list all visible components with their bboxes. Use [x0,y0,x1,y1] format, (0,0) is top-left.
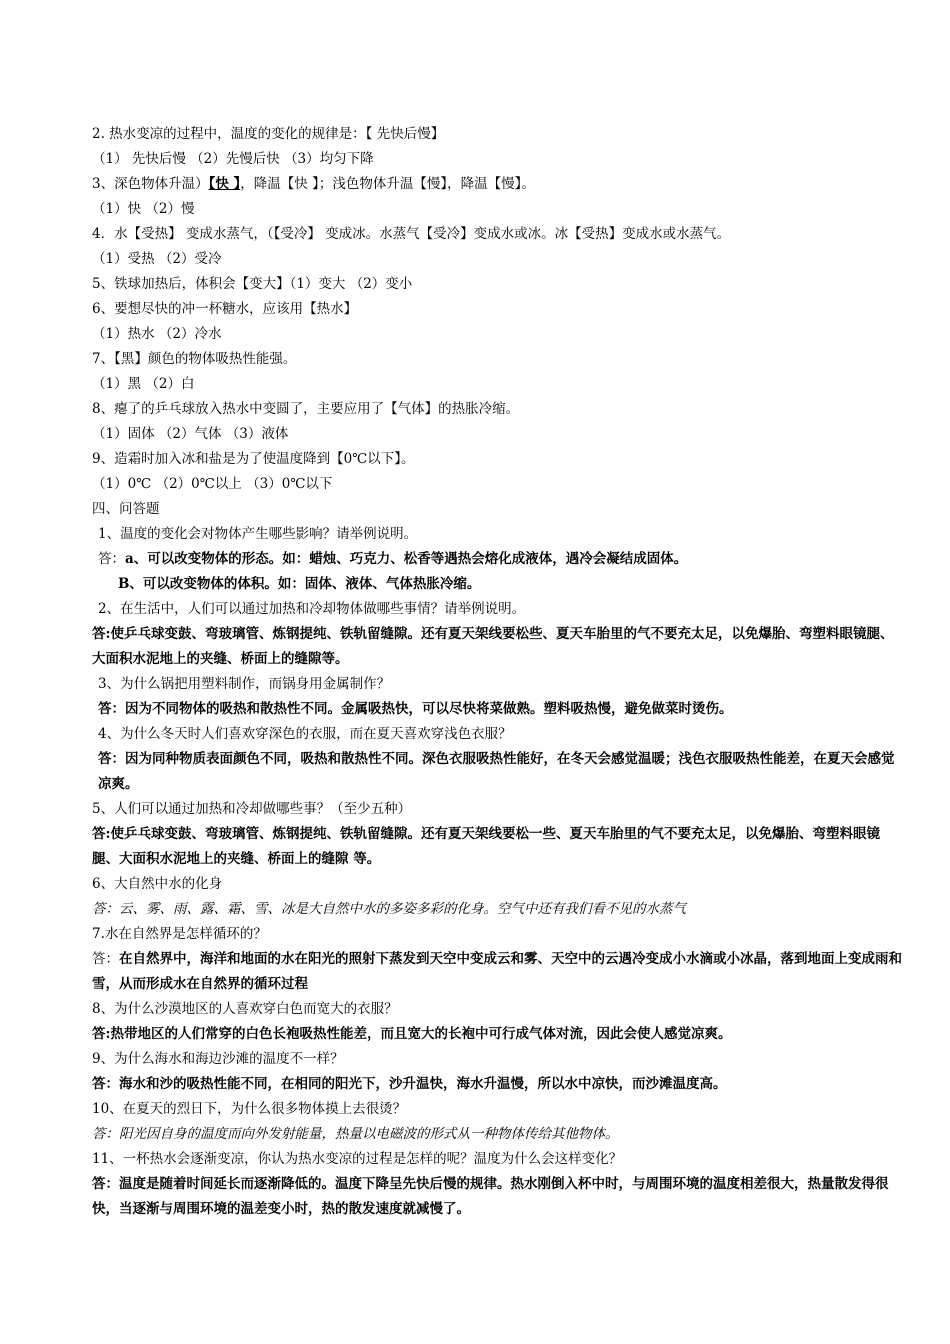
answer-10: 答：阳光因自身的温度而向外发射能量，热量以电磁波的形式从一种物体传给其他物体。 [92,1126,619,1142]
question-7: 7.水在自然界是怎样循环的？ [92,926,267,942]
text: 在自然界中，海洋和地面的水在阳光的照射下蒸发到天空中变成云和雾、天空中的云遇冷变成小水滴或小冰晶，落到地面上变成雨和雪，从而形成水在自然界的循环过程 [92,951,902,992]
line-options: （1）热水 （2）冷水 [92,326,222,342]
answer-1b: B、可以改变物体的体积。如：固体、液体、气体热胀冷缩。 [118,576,481,592]
text: 答： [98,551,125,567]
answer-4: 答：因为同种物质表面颜色不同，吸热和散热性不同。深色衣服吸热性能好，在冬天会感觉温暖；浅色衣服吸热性能差，在夏天会感觉凉爽。 [98,751,895,792]
text-underlined: 【快 】 [208,176,241,192]
question-1: 1、温度的变化会对物体产生哪些影响？请举例说明。 [98,526,418,542]
line-q5: 5、铁球加热后，体积会【变大】（1）变大 （2）变小 [92,276,413,292]
answer-5: 答:使乒乓球变鼓、弯玻璃管、炼钢提纯、铁轨留缝隙。还有夏天架线要松一些、夏天车胎里的气不要充太足，以免爆胎、弯塑料眼镜腿、大面积水泥地上的夹缝、桥面上的缝隙 等。 [92,826,880,867]
line-q6: 6、要想尽快的冲一杯糖水，应该用【热水】 [92,301,358,317]
answer-3: 答：因为不同物体的吸热和散热性不同。金属吸热快，可以尽快将菜做熟。塑料吸热慢，避免做菜时烫伤。 [98,701,733,717]
answer-9: 答：海水和沙的吸热性能不同，在相同的阳光下，沙升温快，海水升温慢，所以水中凉快，而沙滩温度高。 [92,1076,727,1092]
question-4: 4、为什么冬天时人们喜欢穿深色的衣服，而在夏天喜欢穿浅色衣服？ [98,726,512,742]
answer-7 [92,947,904,997]
answer-8: 答:热带地区的人们常穿的白色长袍吸热性能差，而且宽大的长袍中可行成气体对流，因此会使人感觉凉爽。 [92,1026,732,1042]
answer-2: 答:使乒乓球变鼓、弯玻璃管、炼钢提纯、铁轨留缝隙。还有夏天架线要松些、夏天车胎里的气不要充太足，以免爆胎、弯塑料眼镜腿、大面积水泥地上的夹缝、桥面上的缝隙等。 [92,626,894,667]
line-q3 [92,172,912,197]
question-10: 10、在夏天的烈日下，为什么很多物体摸上去很烫？ [92,1101,407,1117]
line-options: （1） 先快后慢 （2）先慢后快 （3）均匀下降 [92,151,374,167]
line-q8: 8、瘪了的乒乓球放入热水中变圆了，主要应用了【气体】的热胀冷缩。 [92,401,520,417]
question-11: 11、一杯热水会逐渐变凉，你认为热水变凉的过程是怎样的呢？温度为什么会这样变化？ [92,1151,623,1167]
line-options: （1）快 （2）慢 [92,201,195,217]
text: a、可以改变物体的形态。如：蜡烛、巧克力、松香等遇热会熔化成液体，遇冷会凝结成固体。 [125,551,688,567]
line-q7: 7、【黑】颜色的物体吸热性能强。 [92,351,297,367]
answer-1a [92,547,912,572]
text: 3、深色物体升温） [92,176,209,192]
text: 答： [92,951,119,967]
answer-6: 答：云、雾、雨、露、霜、雪、冰是大自然中水的多姿多彩的化身。空气中还有我们看不见的水蒸气 [92,901,686,917]
question-5: 5、人们可以通过加热和冷却做哪些事？（至少五种） [92,801,412,817]
section-heading: 四、问答题 [92,501,160,517]
question-2: 2、在生活中，人们可以通过加热和冷却物体做哪些事情？请举例说明。 [98,601,526,617]
line-q9: 9、造霜时加入冰和盐是为了使温度降到【0℃以下】。 [92,451,415,467]
question-3: 3、为什么锅把用塑料制作，而锅身用金属制作？ [98,676,391,692]
line-options: （1）受热 （2）受冷 [92,251,222,267]
line-options: （1）固体 （2）气体 （3）液体 [92,426,289,442]
question-8: 8、为什么沙漠地区的人喜欢穿白色而宽大的衣服？ [92,1001,398,1017]
answer-11: 答：温度是随着时间延长而逐渐降低的。温度下降呈先快后慢的规律。热水刚倒入杯中时，与周围环境的温度相差很大，热量散发得很快，当逐渐与周围环境的温差变小时，热的散发速度就减慢了。 [92,1176,889,1217]
line-q2: 2. 热水变凉的过程中，温度的变化的规律是：【 先快后慢】 [92,126,445,142]
question-6: 6、大自然中水的化身 [92,876,223,892]
document-page [92,122,912,1222]
line-options: （1）黑 （2）白 [92,376,195,392]
question-9: 9、为什么海水和海边沙滩的温度不一样？ [92,1051,344,1067]
text: ，降温【快 】；浅色物体升温【慢】，降温【慢】。 [240,176,535,192]
line-q4: 4．水【受热】 变成水蒸气，（【受冷】 变成冰。水蒸气【受冷】变成水或冰。冰【受热】变成水或水蒸气。 [92,226,731,242]
line-options: （1）0℃ （2）0℃以上 （3）0℃以下 [92,476,333,492]
